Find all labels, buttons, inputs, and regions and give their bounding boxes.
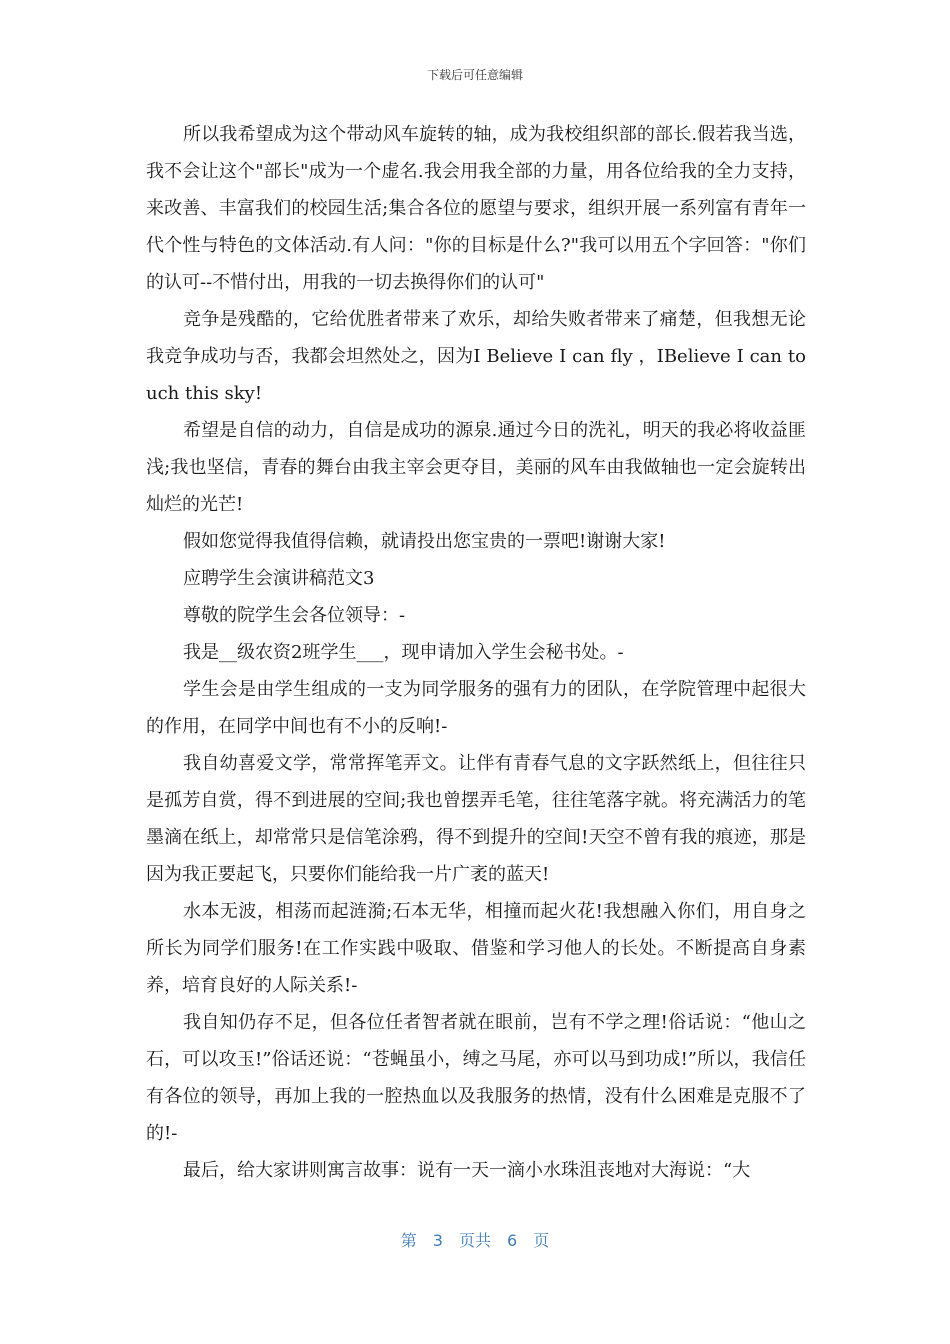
paragraph: 假如您觉得我值得信赖，就请投出您宝贵的一票吧!谢谢大家! <box>183 531 666 552</box>
paragraph: 我自幼喜爱文学，常常挥笔弄文。让伴有青春气息的文字跃然纸上，但往往只是孤芳自赏，得不到进展的空间;我也曾摆弄毛笔，往往笔落字就。将充满活力的笔墨滴在纸上，却常常只是信笔涂鸦，得不到提升的空间!天空不曾有我的痕迹，那是因为我正要起飞，只要你们能给我一片广袤的蓝天! <box>146 753 806 885</box>
paragraph: 我是__级农资2班学生___，现申请加入学生会秘书处。- <box>183 642 624 663</box>
footer-ye-gong: 页共 <box>458 1231 491 1250</box>
total-pages-number: 6 <box>507 1231 518 1250</box>
paragraph: 我自知仍存不足，但各位任者智者就在眼前，岂有不学之理!俗话说：“他山之石，可以攻玉!”俗话还说：“苍蝇虽小，缚之马尾，亦可以马到功成!”所以，我信任有各位的领导，再加上我的一腔热血以及我服务的热情，没有什么困难是克服不了的!- <box>146 1012 806 1144</box>
document-body <box>146 116 806 1189</box>
current-page-number: 3 <box>432 1231 443 1250</box>
paragraph: 所以我希望成为这个带动风车旋转的轴，成为我校组织部的部长.假若我当选，我不会让这个"部长"成为一个虚名.我会用我全部的力量，用各位给我的全力支持，来改善、丰富我们的校园生活;集合各位的愿望与要求，组织开展一系列富有青年一代个性与特色的文体活动.有人问："你的目标是什么?"我可以用五个字回答："你们的认可--不惜付出，用我的一切去换得你们的认可" <box>146 124 806 293</box>
footer-di: 第 <box>400 1231 417 1250</box>
paragraph: 水本无波，相荡而起涟漪;石本无华，相撞而起火花!我想融入你们，用自身之所长为同学们服务!在工作实践中吸取、借鉴和学习他人的长处。不断提高自身素养，培育良好的人际关系!- <box>146 901 806 996</box>
page-number-footer <box>0 1228 950 1251</box>
section-title: 应聘学生会演讲稿范文3 <box>183 568 375 589</box>
paragraph: 学生会是由学生组成的一支为同学服务的强有力的团队，在学院管理中起很大的作用，在同学中间也有不小的反响!- <box>146 679 806 737</box>
paragraph: 竞争是残酷的，它给优胜者带来了欢乐，却给失败者带来了痛楚，但我想无论我竞争成功与否，我都会坦然处之，因为I Believe I can fly ，IBelieve I can touch this sky! <box>146 309 806 404</box>
paragraph: 希望是自信的动力，自信是成功的源泉.通过今日的洗礼，明天的我必将收益匪浅;我也坚信，青春的舞台由我主宰会更夺目，美丽的风车由我做轴也一定会旋转出灿烂的光芒! <box>146 420 806 515</box>
footer-ye: 页 <box>533 1231 550 1250</box>
page-header: 下载后可任意编辑 <box>426 68 523 82</box>
paragraph: 最后，给大家讲则寓言故事：说有一天一滴小水珠沮丧地对大海说：“大 <box>183 1160 751 1181</box>
salutation: 尊敬的院学生会各位领导：- <box>183 605 406 626</box>
